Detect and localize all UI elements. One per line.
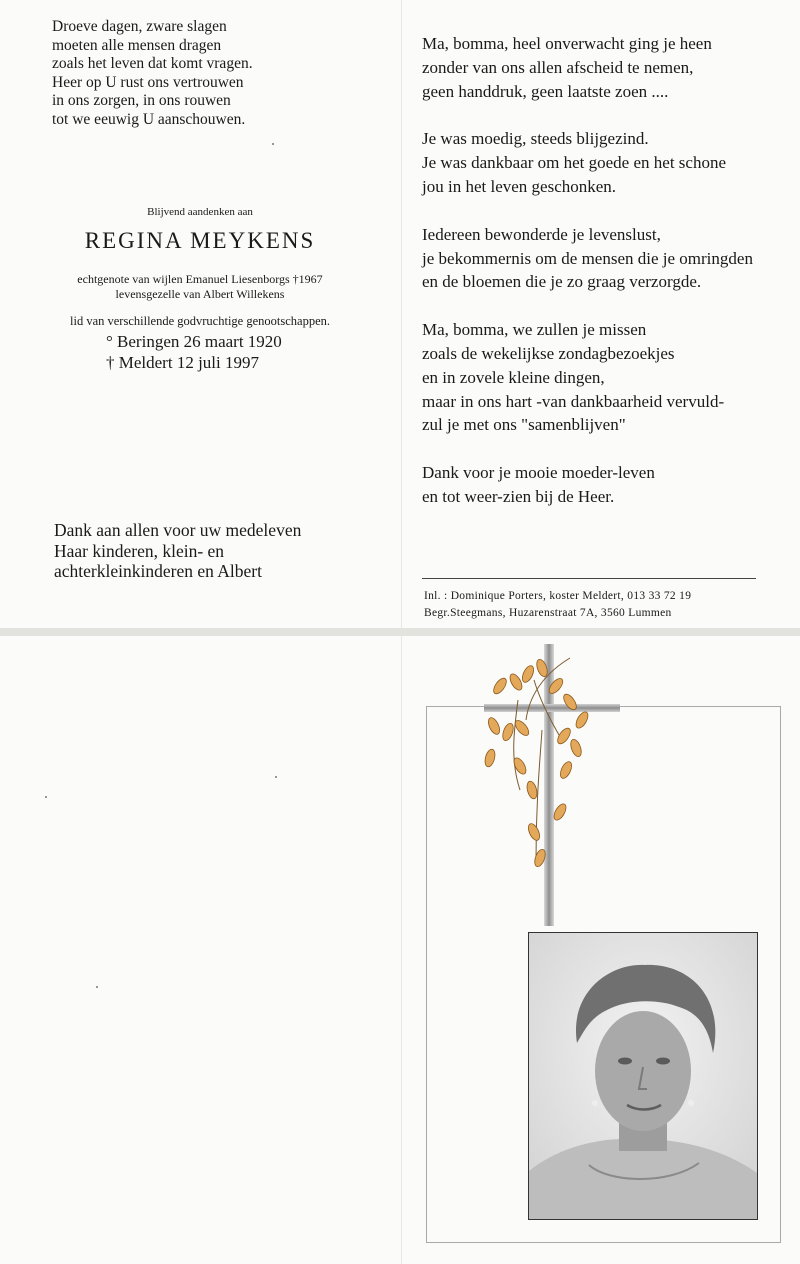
poem-right-line: Dank voor je mooie moeder-leven <box>422 463 655 483</box>
thanks-line: achterkleinkinderen en Albert <box>54 561 262 581</box>
fold-line <box>401 0 402 628</box>
poem-right-line: en de bloemen die je zo graag verzorgde. <box>422 272 702 292</box>
poem-right-line: en tot weer-zien bij de Heer. <box>422 486 615 506</box>
poem-left-line: zoals het leven dat komt vragen. <box>52 55 253 73</box>
portrait-photo <box>528 932 758 1220</box>
funeral-home-line: Begr.Steegmans, Huzarenstraat 7A, 3560 Lummen <box>424 607 672 619</box>
partner-line: levensgezelle van Albert Willekens <box>115 287 285 301</box>
thanks-block <box>54 520 301 582</box>
thanks-line: Dank aan allen voor uw medeleven <box>54 520 302 540</box>
death-line: † Meldert 12 juli 1997 <box>106 353 259 372</box>
poem-left-line: moeten alle mensen dragen <box>52 36 222 54</box>
thanks-line: Haar kinderen, klein- en <box>54 540 225 561</box>
paper-speck <box>45 796 47 798</box>
membership-line: lid van verschillende godvruchtige genootschappen. <box>70 314 330 328</box>
paper-speck <box>275 776 277 778</box>
poem-right-line: en in zovele kleine dingen, <box>422 367 605 387</box>
poem-right-line: Je was dankbaar om het goede en het schone <box>422 153 726 173</box>
stanza <box>422 127 753 198</box>
paper-speck <box>96 986 98 988</box>
birth-line: ° Beringen 26 maart 1920 <box>106 332 282 351</box>
fold-line <box>401 636 402 1264</box>
paper-speck <box>272 143 274 145</box>
poem-right-line: zonder van ons allen afscheid te nemen, <box>422 57 694 77</box>
poem-left-line: Heer op U rust ons vertrouwen <box>52 73 244 91</box>
credits-divider <box>422 578 756 579</box>
poem-right <box>422 32 753 533</box>
poem-right-line: Ma, bomma, we zullen je missen <box>422 320 647 340</box>
poem-right-line: Iedereen bewonderde je levenslust, <box>422 224 661 244</box>
poem-right-line: Ma, bomma, heel onverwacht ging je heen <box>422 34 712 53</box>
memorial-heading: Blijvend aandenken aan <box>147 206 253 218</box>
poem-right-line: jou in het leven geschonken. <box>422 176 617 196</box>
deceased-name: REGINA MEYKENS <box>84 228 316 253</box>
poem-right-line: je bekommernis om de mensen die je omringden <box>422 248 753 268</box>
cross-with-leaves-icon <box>470 640 630 930</box>
stanza <box>422 223 753 294</box>
poem-right-line: geen handdruk, geen laatste zoen .... <box>422 81 669 101</box>
card-seam <box>0 628 800 636</box>
poem-right-line: Je was moedig, steeds blijgezind. <box>422 129 649 149</box>
poem-left-line: tot we eeuwig U aanschouwen. <box>52 110 246 128</box>
poem-left <box>52 18 253 130</box>
poem-right-line: maar in ons hart -van dankbaarheid vervuld- <box>422 391 725 411</box>
stanza <box>422 318 753 437</box>
info-line: Inl. : Dominique Porters, koster Meldert, 013 33 72 19 <box>424 590 692 602</box>
portrait-image <box>529 933 757 1219</box>
poem-left-line: Droeve dagen, zware slagen <box>52 18 227 35</box>
relations-block <box>20 272 380 302</box>
credits-block <box>424 588 691 622</box>
spouse-line: echtgenote van wijlen Emanuel Liesenborgs †1967 <box>77 272 323 286</box>
poem-right-line: zul je met ons "samenblijven" <box>422 415 626 435</box>
stanza <box>422 461 753 509</box>
poem-left-line: in ons zorgen, in ons rouwen <box>52 92 231 110</box>
poem-right-line: zoals de wekelijkse zondagbezoekjes <box>422 343 675 363</box>
card-inside-panel <box>0 0 800 628</box>
stanza <box>422 32 753 103</box>
